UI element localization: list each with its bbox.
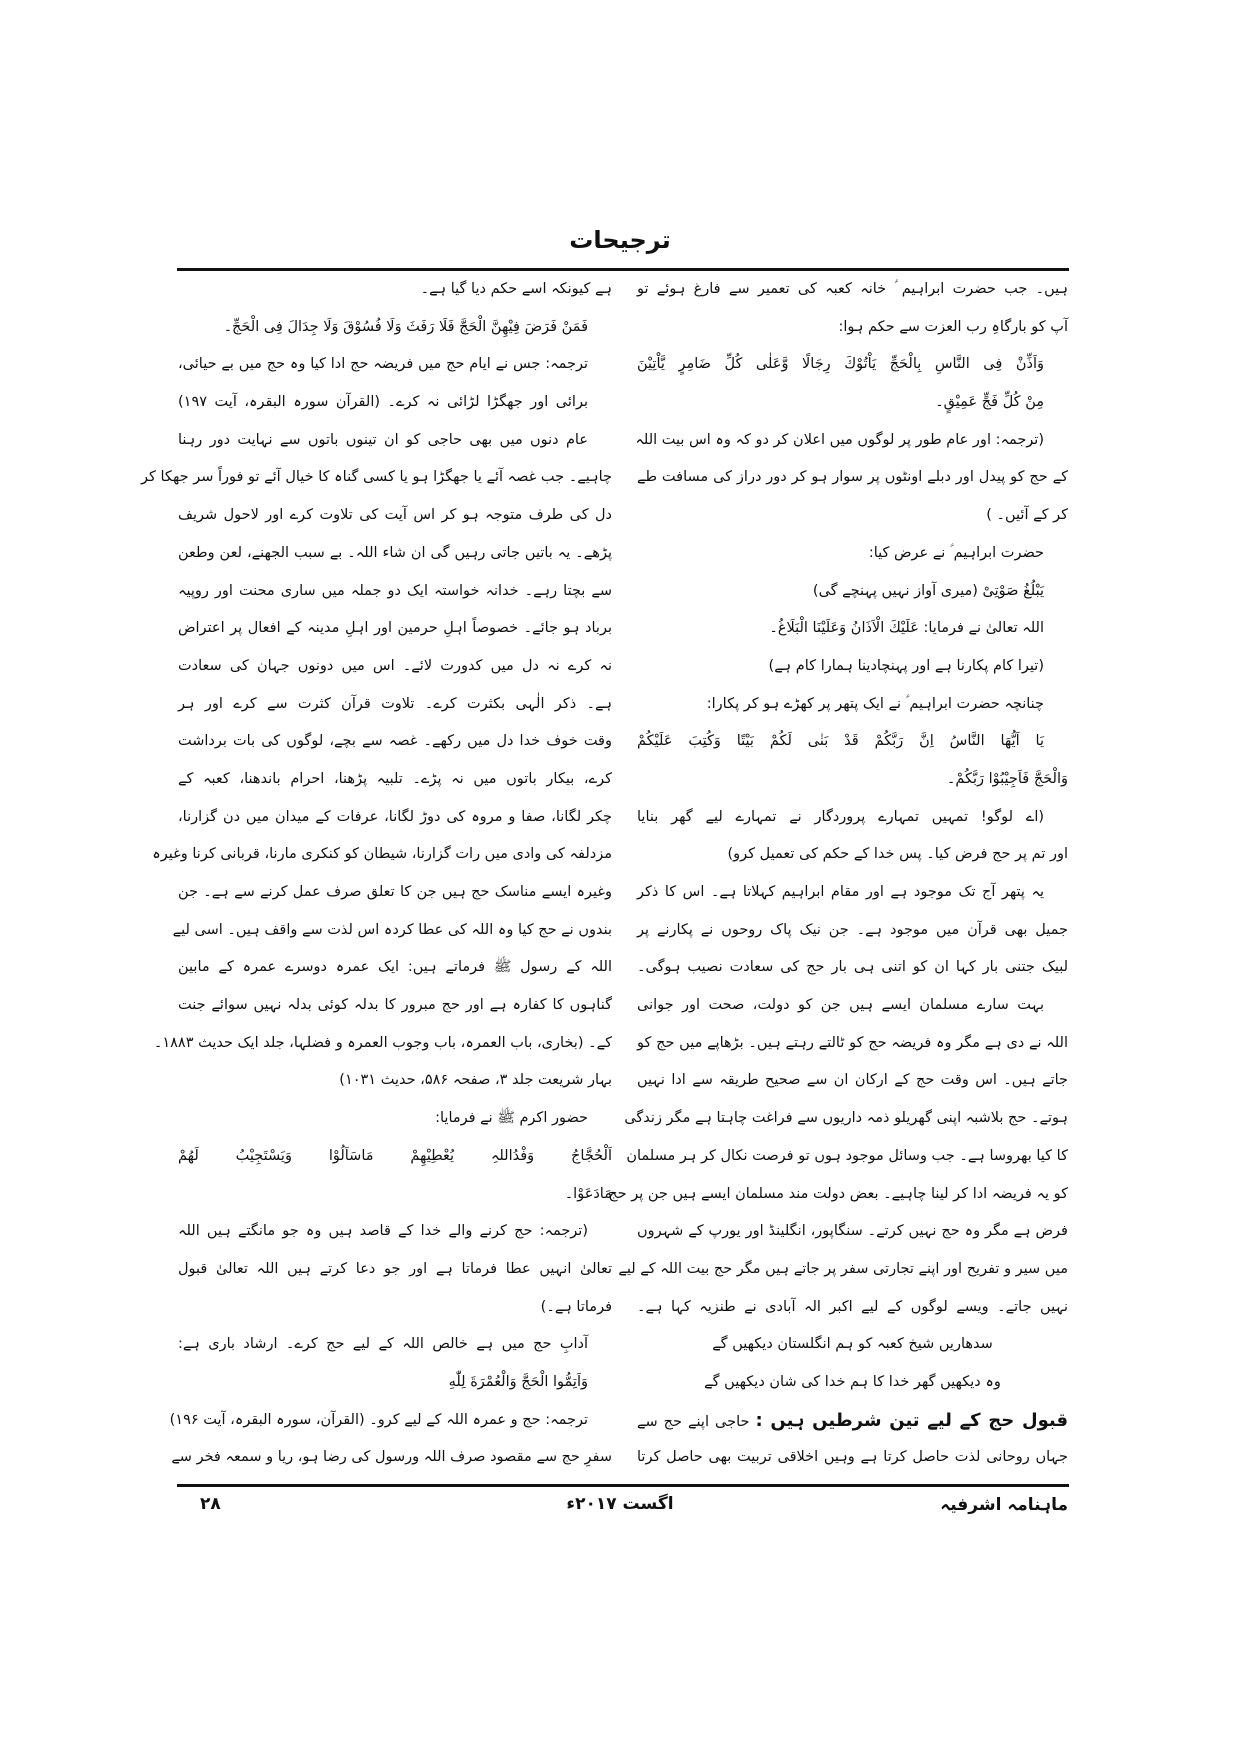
right-text-line: بہت سارے مسلمان ایسے ہیں جن کو دولت، صحت اور جوانی [637,997,1044,1014]
right-text-line: لبیک جتنی بار کہا ان کو اتنی ہی بار حج کی سعادت نصیب ہوگی۔ [637,959,1068,976]
right-text-line: جاتے ہیں۔ اس وقت حج کے ارکان ان سے صحیح طریقہ سے ادا نہیں [637,1072,1068,1089]
right-text-line: وَالْحَجَّ فَاَجِیْبُوْا رَبَّكُمْ۔ [946,770,1068,787]
right-text-line: سدھاریں شیخ کعبہ کو ہم انگلستان دیکھیں گے [712,1336,993,1353]
right-text-line: اللہ نے دی ہے مگر وہ فریضہ حج کو ٹالتے رہتے ہیں۔ بڑھاپے میں حج کو [637,1034,1068,1051]
right-text-line: چنانچہ حضرت ابراہیم ؑ نے ایک پتھر پر کھڑے ہو کر پکارا: [706,695,1044,712]
left-text-line: وغیرہ ایسے مناسک حج ہیں جن کا تعلق صرف عمل کرنے سے ہے۔ جن [178,884,612,900]
left-text-line: سے بچتا رہے۔ خدانہ خواستہ ایک دو جملہ میں ساری محنت اور روپیہ [178,582,612,599]
left-text-line: بہار شریعت جلد ۳، صفحہ ۵۸۶، حدیث ۱۰۳۱) [339,1072,612,1089]
right-text-line: فرض ہے مگر وہ حج نہیں کرتے۔ سنگاپور، انگلینڈ اور یورپ کے شہروں [637,1223,1068,1240]
left-text-line: تعالیٰ انہیں عطا فرماتا ہے اور جو دعا کرتے ہیں اللہ تعالیٰ قبول [178,1260,612,1277]
left-column [141,271,612,1477]
section-heading-continuation: حاجی اپنے حج سے [637,1413,756,1430]
left-text-line: وقت خوف خدا دل میں رکھے۔ غصہ سے بچے، لوگوں کی بات برداشت [178,733,612,750]
right-text-line: حضرت ابراہیم ؑ نے عرض کیا: [868,544,1044,561]
left-text-line: دل کی طرف متوجہ ہو کر اس آیت کی تلاوت کرے اور لاحول شریف [178,507,612,524]
left-text-line: چکر لگانا، صفا و مروہ کی دوڑ لگانا، عرفات کے میدان میں دن گزارنا، [178,808,612,825]
page-title: ترجیحات [569,226,671,254]
left-text-line: مَادَعَوْا۔ [564,1185,612,1202]
left-text-line: اللہ کے رسول ﷺ فرماتے ہیں: ایک عمرہ دوسرے عمرہ کے مابین [178,959,612,976]
right-text-line: مِنْ كُلِّ فَجٍّ عَمِیْقٍ۔ [935,394,1044,411]
left-text-line: نہ کرے نہ دل میں کدورت لائے۔ اس میں دونوں جہان کی سعادت [178,657,612,674]
right-column [608,271,1068,1477]
left-text-line: کے۔ (بخاری، باب العمرہ، باب وجوب العمرہ و فضلہا، جلد ایک حدیث ۱۸۸۳۔ [153,1034,612,1051]
section-heading: قبول حج کے لیے تین شرطیں ہیں : [755,1409,1068,1431]
right-text-line [637,1402,1068,1440]
right-text-line: ہیں۔ جب حضرت ابراہیم ؑ خانہ کعبہ کی تعمیر سے فارغ ہوئے تو [637,281,1068,297]
left-text-line: سفرِ حج سے مقصود صرف اللہ ورسول کی رضا ہو، ریا و سمعہ فخر سے [171,1449,612,1466]
right-text-line: کا کیا بھروسا ہے۔ جب وسائل موجود ہوں تو فرصت نکال کر ہر مسلمان [626,1147,1068,1164]
right-text-line: کر کے آئیں۔ ) [986,507,1068,524]
left-text-line: (ترجمہ: حج کرنے والے خدا کے قاصد ہیں وہ جو مانگتے ہیں اللہ [178,1223,588,1240]
footer-rule [177,1484,1069,1487]
right-text-line: یَا اَیُّهَا النَّاسُ اِنَّ رَبَّكُمْ قَدْ بَنٰی لَكُمْ بَیْتًا وَكُتِبَ عَلَیْكُمْ [637,733,1044,750]
right-text-line: نہیں جاتے۔ ویسے لوگوں کے لیے اکبر الہ آبادی نے طنزیہ کہا ہے۔ [637,1298,1068,1315]
right-text-line: (تیرا کام پکارنا ہے اور پہنچادینا ہمارا کام ہے) [768,657,1044,674]
right-text-line: وہ دیکھیں گھر خدا کا ہم خدا کی شان دیکھیں گے [704,1373,1001,1390]
right-text-line: جمیل بھی قرآن میں موجود ہے۔ جن نیک پاک روحوں نے پکارنے پر [637,921,1068,938]
right-text-line: یَبْلُغُ صَوْتِیْ (میری آواز نہیں پہنچے گی) [812,582,1044,599]
left-text-line: برائی اور جھگڑا لڑائی نہ کرے۔ (القرآن سورہ البقرہ، آیت ۱۹۷) [178,394,588,411]
right-text-line: (اے لوگو! تمہیں تمہارے پروردگار نے تمہارے لیے گھر بنایا [637,808,1044,825]
right-text-line: آپ کو بارگاہِ رب العزت سے حکم ہوا: [838,318,1068,335]
left-text-line: اَلْحُجَّاجُ وَفْدُاللہِ یُعْطِیْهِمْ مَاسَاَلُوْا وَیَسْتَجِیْبُ لَهُمْ [178,1147,612,1164]
left-text-line: ترجمہ: حج و عمرہ اللہ کے لیے کرو۔ (القرآن، سورہ البقرہ، آیت ۱۹۶) [169,1411,588,1428]
left-text-line: وَاَتِمُّوا الْحَجَّ وَالْعُمْرَةَ لِلّٰهِ [448,1373,588,1390]
left-text-line: کرے، بیکار باتوں میں نہ پڑے۔ تلبیہ پڑھنا، احرام باندھنا، کعبہ کے [178,770,612,787]
page-number: ۲۸ [200,1494,221,1514]
right-text-line: اللہ تعالیٰ نے فرمایا: عَلَیْكَ الْاَذَانُ وَعَلَیْنَا الْبَلَاغُ۔ [769,620,1044,637]
left-text-line: گناہوں کا کفارہ ہے اور حج مبرور کا بدلہ کوئی بدلہ نہیں سوائے جنت [178,997,612,1014]
right-text-line: (ترجمہ: اور عام طور پر لوگوں میں اعلان کر دو کہ وہ اس بیت اللہ [635,431,1044,448]
magazine-name: ماہنامہ اشرفیہ [940,1495,1068,1515]
left-text-line: برباد ہو جائے۔ خصوصاً اہلِ حرمین اور اہلِ مدینہ کے افعال پر اعتراض [178,620,612,637]
issue-date: اگست ۲۰۱۷ء [566,1494,674,1514]
left-text-line: ہے کیونکہ اسے حکم دیا گیا ہے۔ [420,281,612,297]
left-text-line: فَمَنْ فَرَضَ فِیْهِنَّ الْحَجَّ فَلَا رَفَثَ وَلَا فُسُوْقَ وَلَا جِدَالَ فِی الْحَجِّ۔ [223,318,588,335]
right-text-line: وَاَذِّنْ فِی النَّاسِ بِالْحَجِّ یَاْتُوْكَ رِجَالًا وَّعَلٰی كُلِّ ضَامِرٍ یَّاْتِیْنَ [637,356,1044,373]
left-text-line: حضور اکرم ﷺ نے فرمایا: [435,1110,588,1127]
right-text-line: یہ پتھر آج تک موجود ہے اور مقام ابراہیم کہلاتا ہے۔ اس کا ذکر [637,884,1044,900]
left-text-line: ترجمہ: جس نے ایام حج میں فریضہ حج ادا کیا وہ حج میں بے حیائی، [178,356,588,373]
right-text-line: اور تم پر حج فرض کیا۔ پس خدا کے حکم کی تعمیل کرو) [727,846,1068,863]
left-text-line: عام دنوں میں بھی حاجی کو ان تینوں باتوں سے نہایت دور رہنا [178,431,588,448]
right-text-line: کے حج کو پیدل اور دبلے اونٹوں پر سوار ہو کر دور دراز کی مسافت طے [637,469,1068,486]
left-text-line: فرماتا ہے۔) [540,1298,612,1315]
left-text-line: آدابِ حج میں ہے خالص اللہ کے لیے حج کرے۔ ارشاد باری ہے: [178,1336,588,1353]
right-text-line: میں سیر و تفریح اور اپنے تجارتی سفر پر جاتے ہیں مگر حج بیت اللہ کے لیے [618,1260,1068,1277]
left-text-line: چاہیے۔ جب غصہ آئے یا جھگڑا ہو یا کسی گناہ کا خیال آئے تو فوراً سر جھکا کر [141,469,612,486]
right-text-line: کو یہ فریضہ ادا کر لینا چاہیے۔ بعض دولت مند مسلمان ایسے ہیں جن پر حج [608,1185,1068,1202]
left-text-line: ہے۔ ذکر الٰہی بکثرت کرے۔ تلاوت قرآن کثرت سے کرے اور ہر [178,695,612,712]
right-text-line: ہوتے۔ حج بلاشبہ اپنی گھریلو ذمہ داریوں سے فراغت چاہتا ہے مگر زندگی [624,1110,1068,1127]
left-text-line: مزدلفہ کی وادی میں رات گزارنا، شیطان کو کنکری مارنا، قربانی کرنا وغیرہ [152,846,612,863]
right-text-line: جہاں روحانی لذت حاصل کرتا ہے وہیں اخلاقی تربیت بھی حاصل کرتا [637,1449,1068,1466]
left-text-line: بندوں نے حج کیا وہ اللہ کی عطا کردہ اس لذت سے واقف ہیں۔ اسی لیے [172,921,612,938]
left-text-line: پڑھے۔ یہ باتیں جاتی رہیں گی ان شاء اللہ۔ بے سبب الجھنے، لعن وطعن [178,544,612,561]
